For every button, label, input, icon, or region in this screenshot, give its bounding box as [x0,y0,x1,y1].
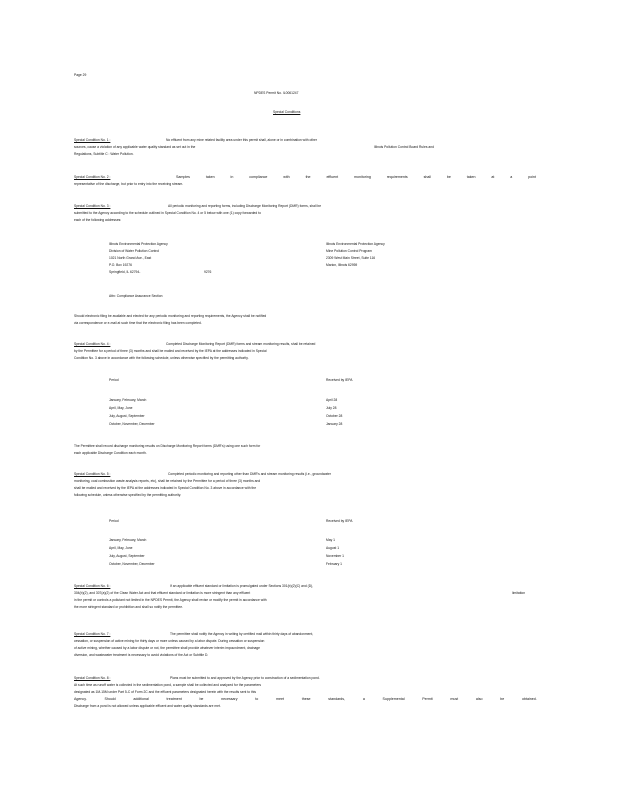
sc3-line-3: each of the following addresses: [74,218,122,222]
sc1-line-2b: Illinois Pollution Control Board Rules and [374,145,434,149]
sc8-word: additional [133,697,149,701]
address-left-line: Division of Water Pollution Control [109,249,160,253]
table-row-received: August 1 [326,546,340,550]
sc4-col-period: Period [109,378,119,382]
sc8-word: obtained. [521,697,537,701]
sc2-word: monitoring [354,175,371,179]
sc6-line-4: the more stringent standard or prohibition and shall so notify the permittee. [74,605,183,609]
sc5-label: Special Condition No. 5 : [74,472,111,476]
table-row-period: January, February, March [109,398,147,402]
sc1-line-3: Regulations, Subtitle C : Water Pollution. [74,152,134,156]
table-row-received: January 28 [326,422,343,426]
sc6-line-3: in the permit or controls a pollutant not limited in the NPDES Permit, the Agency shall revise or modify the permit in accordance with [74,598,267,602]
table-row-period: January, February, March [109,538,147,542]
sc3-line-1: All periodic monitoring and reporting forms, including Discharge Monitoring Report (DMR) forms, shall be [168,204,322,208]
address-right-line: Marion, Illinois 62959 [326,263,358,267]
sc8-word: Permit [422,697,433,701]
sc2-word: point [528,175,536,179]
table-row-received: November 1 [326,554,345,558]
table-row-received: July 28 [326,406,337,410]
sc1-line-1: No effluent from any mine related facility area under this permit shall, alone or in combination with other [166,138,318,142]
table-row-received: May 1 [326,538,336,542]
sc7-line-2: cessation, or suspension of active mining for thirty days or more unless caused by a labor dispute. During cessation or suspension [74,639,265,643]
sc6-line-1: If an applicable effluent standard or limitation is promulgated under Sections 301(b)(2)(C) and (D), [170,584,314,588]
table-row-period: April, May, June [109,406,133,410]
sc4-col-received: Received by IEPA [326,378,353,382]
sc8-line-3: designated as 1M-15M under Part 5-C of Form 2C and the effluent parameters designated herein with the results sent to this [74,690,257,694]
attention-line: Attn: Compliance Assurance Section [109,294,163,298]
sc8-word: a [362,697,365,701]
sc7-line-3: of active mining, whether caused by a labor dispute or not, the permittee shall provide whatever interim impoundment, drainage [74,646,260,650]
page-number: Page 29 [74,73,87,77]
sc3-electronic-1: Should electronic filing be available and elected for any periodic monitoring and reporting requirements, the Agency shall be notified [74,314,267,318]
sc8-word: be [500,697,505,701]
permit-number: NPDES Permit No. IL0061247 [254,91,299,95]
sc8-word: these [301,697,311,701]
sc2-word: with [283,175,290,179]
sc7-line-4: diversion, and wastewater treatment is necessary to avoid violations of the Act or Subtitle D. [74,653,209,657]
sc8-line-1: Plans must be submitted to and approved by the Agency prior to construction of a sedimentation pond. [170,676,320,680]
sc2-word: be [446,175,451,179]
sc1-line-2: sources, cause a violation of any applicable water quality standard as set out in the [74,145,196,149]
table-row-period: July, August, September [109,554,145,558]
address-left-zip: 9276 [204,270,212,274]
sc3-line-2: submitted to the Agency according to the schedule outlined in Special Condition No. 4 or 5 below with one (1) copy forwarded to [74,211,261,215]
address-right-line: 2309 West Main Street, Suite 116 [326,256,376,260]
table-row-received: October 28 [326,414,343,418]
sc8-word: also [475,697,483,701]
sc8-word: Should [104,697,116,701]
page-title: Special Conditions [273,110,301,114]
sc2-word: taken [466,175,476,179]
sc5-col-received: Received by IEPA [326,519,353,523]
sc8-line-5: Discharge from a pond is not allowed unless applicable effluent and water quality standards are met. [74,704,221,708]
sc2-word: a [510,175,513,179]
sc8-word: must [450,697,459,701]
address-right-line: Mine Pollution Control Program [326,249,372,253]
sc6-line-2: 304(b)(2), and 307(a)(2) of the Clean Water Act and that effluent standard or limitation is more stringent than any effluent [74,591,251,595]
sc8-word: treatment [166,697,182,701]
table-row-period: October, November, December [109,422,155,426]
address-left-line: P.O. Box 19276 [109,263,132,267]
sc4-label: Special Condition No. 4 : [74,342,111,346]
address-left-line: 1021 North Grand Ave., East [109,256,152,260]
sc2-line-1 [176,174,536,181]
sc4-line-1: Completed Discharge Monitoring Report (DMR) forms and stream monitoring results, shall be retained [166,342,316,346]
table-row-received: April 28 [326,398,338,402]
sc2-word: effluent [326,175,339,179]
sc7-label: Special Condition No. 7 : [74,632,111,636]
sc2-word: requirements [386,175,408,179]
sc5-line-2: monitoring, coal combustion waste analysis reports, etc), shall be retained by the Permittee for a period of three (3) months and [74,479,261,483]
sc8-word: standards, [328,697,346,701]
sc8-word: Supplemental [382,697,405,701]
sc4-paragraph-1: The Permittee shall record discharge monitoring results on Discharge Monitoring Report forms (DMR's) using one such form for [74,444,261,448]
sc8-line-2: At such time as runoff water is collected in the sedimentation pond, a sample shall be collected and analyzed for the parameters [74,683,262,687]
sc8-line-4 [74,696,537,703]
sc4-line-3: Condition No. 3 above in accordance with the following schedule, unless otherwise specified by the permitting authority. [74,356,249,360]
sc8-word: necessary [221,697,238,701]
sc2-word: at [491,175,495,179]
sc8-word: to [255,697,259,701]
sc4-paragraph-2: each applicable Discharge Condition each month. [74,451,147,455]
sc2-word: compliance [249,175,268,179]
sc8-label: Special Condition No. 8 : [74,676,111,680]
table-row-received: February 1 [326,562,342,566]
sc5-line-4: following schedule, unless otherwise specified by the permitting authority. [74,493,182,497]
sc2-line-2: representative of the discharge, but prior to entry into the receiving stream. [74,182,184,186]
sc2-label: Special Condition No. 2 : [74,175,111,179]
sc8-word: be [199,697,204,701]
address-left-line: Springfield, IL 62794- [109,270,141,274]
sc5-col-period: Period [109,519,119,523]
sc1-label: Special Condition No. 1 : [74,138,111,142]
sc2-word: Samples [176,175,190,179]
sc2-word: taken [205,175,215,179]
sc8-word: Agency. [74,697,87,701]
sc7-line-1: The permittee shall notify the Agency in writing by certified mail within thirty days of abandonment, [170,632,314,636]
sc3-electronic-2: via correspondence or e-mail at such time that the electronic filing has been completed. [74,321,202,325]
address-right-line: Illinois Environmental Protection Agency [326,242,385,246]
sc6-label: Special Condition No. 6 : [74,584,111,588]
sc2-word: the [305,175,311,179]
sc8-word: meet [276,697,285,701]
table-row-period: April, May, June [109,546,133,550]
table-row-period: July, August, September [109,414,145,418]
sc2-word: in [230,175,234,179]
sc5-line-3: shall be mailed and received by the IEPA at the addresses indicated in Special Condition No. 3 above in accordance with the [74,486,257,490]
sc2-word: shall [423,175,431,179]
sc3-label: Special Condition No. 3 : [74,204,111,208]
address-left-line: Illinois Environmental Protection Agency [109,242,168,246]
sc4-line-2: by the Permittee for a period of three (3) months and shall be mailed and received by the IEPA at the addresses indicated in Special [74,349,267,353]
sc6-line-2b: limitation [512,591,526,595]
table-row-period: October, November, December [109,562,155,566]
sc5-line-1: Completed periodic monitoring and reporting other than DMR's and stream monitoring results (i.e., groundwater [168,472,331,476]
